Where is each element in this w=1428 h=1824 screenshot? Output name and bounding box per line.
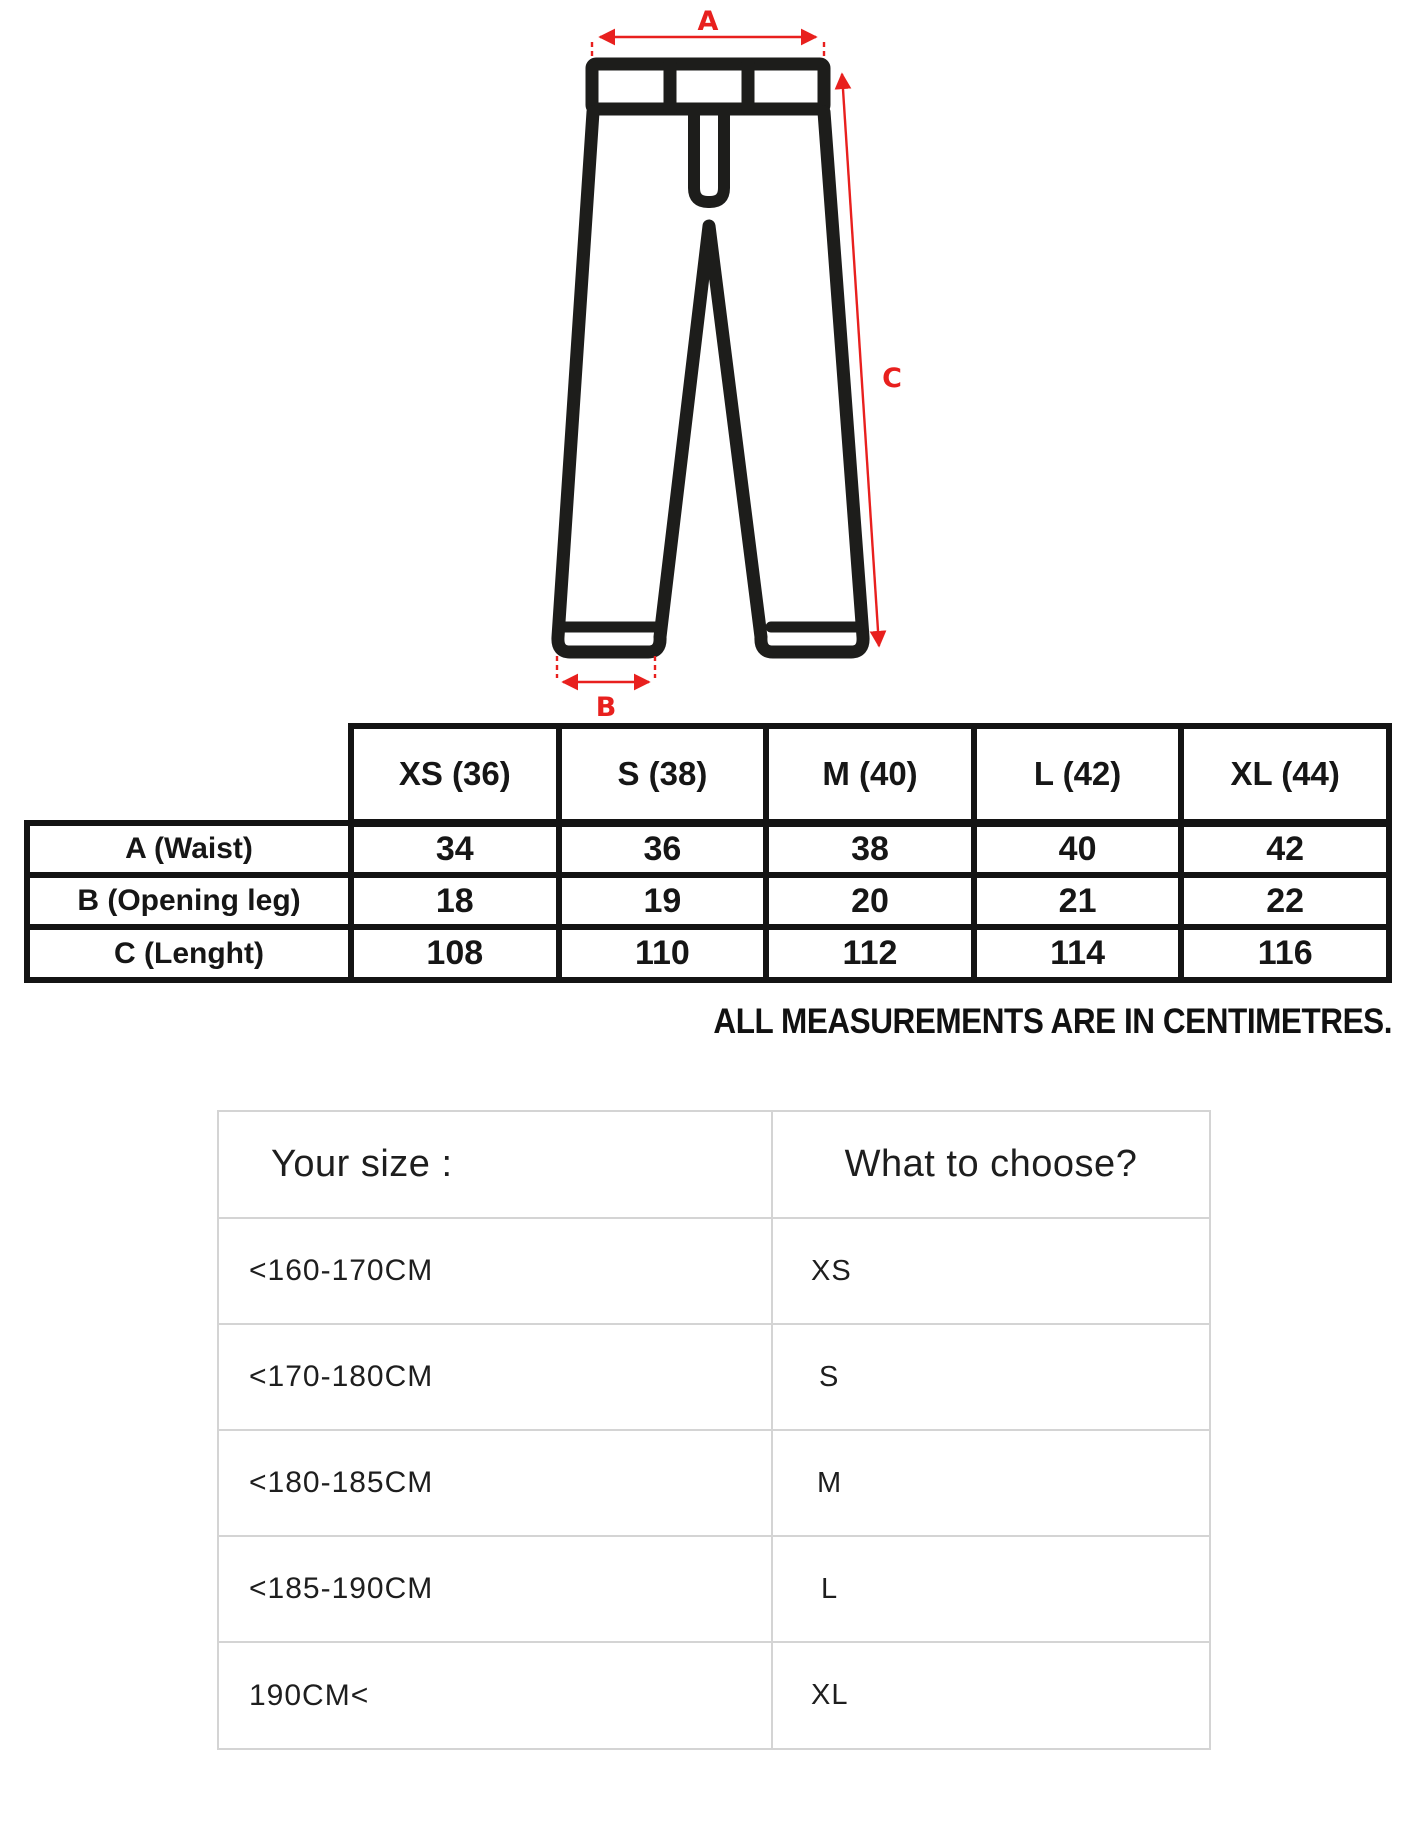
table-row <box>218 1536 1210 1642</box>
what-to-choose-header: What to choose? <box>772 1111 1210 1218</box>
size-guide-table <box>217 1110 1211 1750</box>
measure-value: 108 <box>351 927 559 980</box>
recommended-size: XS <box>772 1218 1210 1324</box>
measure-value: 22 <box>1181 875 1389 927</box>
measurements-table <box>24 723 1392 983</box>
measure-value: 38 <box>766 823 974 875</box>
table-row <box>27 875 1389 927</box>
pants-outline-icon <box>558 64 863 652</box>
measure-value: 110 <box>559 927 767 980</box>
table-row <box>218 1218 1210 1324</box>
table-row <box>27 823 1389 875</box>
table-row <box>27 927 1389 980</box>
recommended-size: XL <box>772 1642 1210 1749</box>
measure-value: 19 <box>559 875 767 927</box>
measure-value: 112 <box>766 927 974 980</box>
size-column-header: XS (36) <box>351 726 559 823</box>
measure-row-label: C (Lenght) <box>27 927 351 980</box>
recommended-size: L <box>772 1536 1210 1642</box>
measure-value: 36 <box>559 823 767 875</box>
dim-label-waist: A <box>697 6 719 37</box>
height-range: 190CM< <box>218 1642 772 1749</box>
height-range: <160-170CM <box>218 1218 772 1324</box>
measure-value: 116 <box>1181 927 1389 980</box>
size-column-header: XL (44) <box>1181 726 1389 823</box>
size-column-header: M (40) <box>766 726 974 823</box>
measure-value: 20 <box>766 875 974 927</box>
pants-diagram <box>0 0 1428 720</box>
measurements-note: ALL MEASUREMENTS ARE IN CENTIMETRES. <box>713 1002 1392 1041</box>
measure-value: 34 <box>351 823 559 875</box>
dim-label-leg-opening: B <box>595 692 617 720</box>
table-row <box>218 1642 1210 1749</box>
dim-label-length: C <box>882 363 902 394</box>
measure-row-label: A (Waist) <box>27 823 351 875</box>
height-range: <170-180CM <box>218 1324 772 1430</box>
size-column-header: S (38) <box>559 726 767 823</box>
measure-value: 40 <box>974 823 1182 875</box>
table-row <box>218 1430 1210 1536</box>
measure-value: 18 <box>351 875 559 927</box>
measure-value: 114 <box>974 927 1182 980</box>
height-range: <180-185CM <box>218 1430 772 1536</box>
height-range: <185-190CM <box>218 1536 772 1642</box>
size-column-header: L (42) <box>974 726 1182 823</box>
table-corner-spacer <box>27 726 351 823</box>
your-size-header: Your size : <box>218 1111 772 1218</box>
table-row <box>218 1324 1210 1430</box>
recommended-size: M <box>772 1430 1210 1536</box>
measure-value: 21 <box>974 875 1182 927</box>
recommended-size: S <box>772 1324 1210 1430</box>
measure-row-label: B (Opening leg) <box>27 875 351 927</box>
measure-value: 42 <box>1181 823 1389 875</box>
